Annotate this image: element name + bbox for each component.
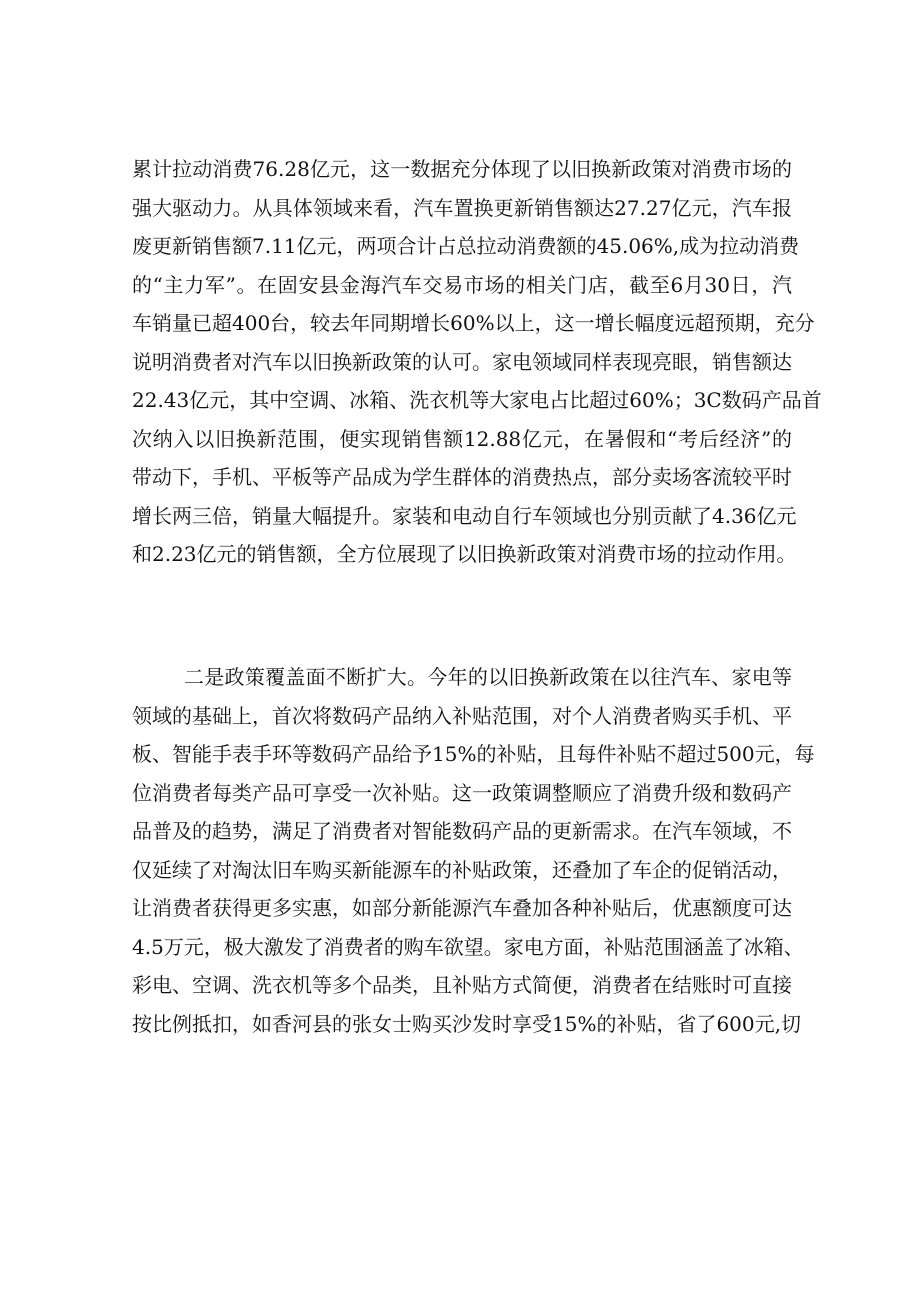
text-line: 累计拉动消费76.28亿元，这一数据充分体现了以旧换新政策对消费市场的 (132, 157, 792, 181)
text-line: 领域的基础上，首次将数码产品纳入补贴范围，对个人消费者购买手机、平 (132, 703, 792, 728)
text-line: 废更新销售额7.11亿元，两项合计占总拉动消费额的45.06%,成为拉动消费 (132, 234, 800, 258)
text-line: 的“主力军”。在固安县金海汽车交易市场的相关门店，截至6月30日，汽 (132, 272, 792, 297)
text-line: 让消费者获得更多实惠，如部分新能源汽车叠加各种补贴后，优惠额度可达 (132, 896, 792, 920)
text-line: 彩电、空调、洗衣机等多个品类，且补贴方式简便，消费者在结账时可直接 (132, 973, 792, 997)
text-line: 22.43亿元，其中空调、冰箱、洗衣机等大家电占比超过60%；3C数码产品首 (132, 388, 822, 412)
text-line: 板、智能手表手环等数码产品给予15%的补贴，且每件补贴不超过500元，每 (132, 742, 815, 766)
text-line: 带动下，手机、平板等产品成为学生群体的消费热点，部分卖场客流较平时 (132, 465, 792, 489)
text-line: 车销量已超400台，较去年同期增长60%以上，这一增长幅度远超预期，充分 (132, 311, 815, 335)
text-line: 品普及的趋势，满足了消费者对智能数码产品的更新需求。在汽车领域，不 (132, 819, 792, 843)
text-line: 按比例抵扣，如香河县的张女士购买沙发时享受15%的补贴，省了600元,切 (132, 1011, 801, 1036)
text-line: 说明消费者对汽车以旧换新政策的认可。家电领域同样表现亮眼，销售额达 (132, 349, 792, 374)
paragraph-consumption-data (132, 150, 822, 574)
text-line: 二是政策覆盖面不断扩大。今年的以旧换新政策在以往汽车、家电等 (184, 665, 792, 689)
text-line: 强大驱动力。从具体领域来看，汽车置换更新销售额达27.27亿元，汽车报 (132, 195, 792, 220)
text-line: 次纳入以旧换新范围，便实现销售额12.88亿元，在暑假和“考后经济”的 (132, 426, 792, 451)
text-line: 仅延续了对淘汰旧车购买新能源车的补贴政策，还叠加了车企的促销活动， (132, 857, 792, 882)
text-line: 位消费者每类产品可享受一次补贴。这一政策调整顺应了消费升级和数码产 (132, 780, 792, 805)
text-line: 和2.23亿元的销售额，全方位展现了以旧换新政策对消费市场的拉动作用。 (132, 542, 797, 566)
text-line: 4.5万元，极大激发了消费者的购车欲望。家电方面，补贴范围涵盖了冰箱、 (132, 934, 804, 959)
text-line: 增长两三倍，销量大幅提升。家装和电动自行车领域也分别贡献了4.36亿元 (132, 503, 797, 528)
paragraph-policy-coverage (132, 658, 815, 1043)
